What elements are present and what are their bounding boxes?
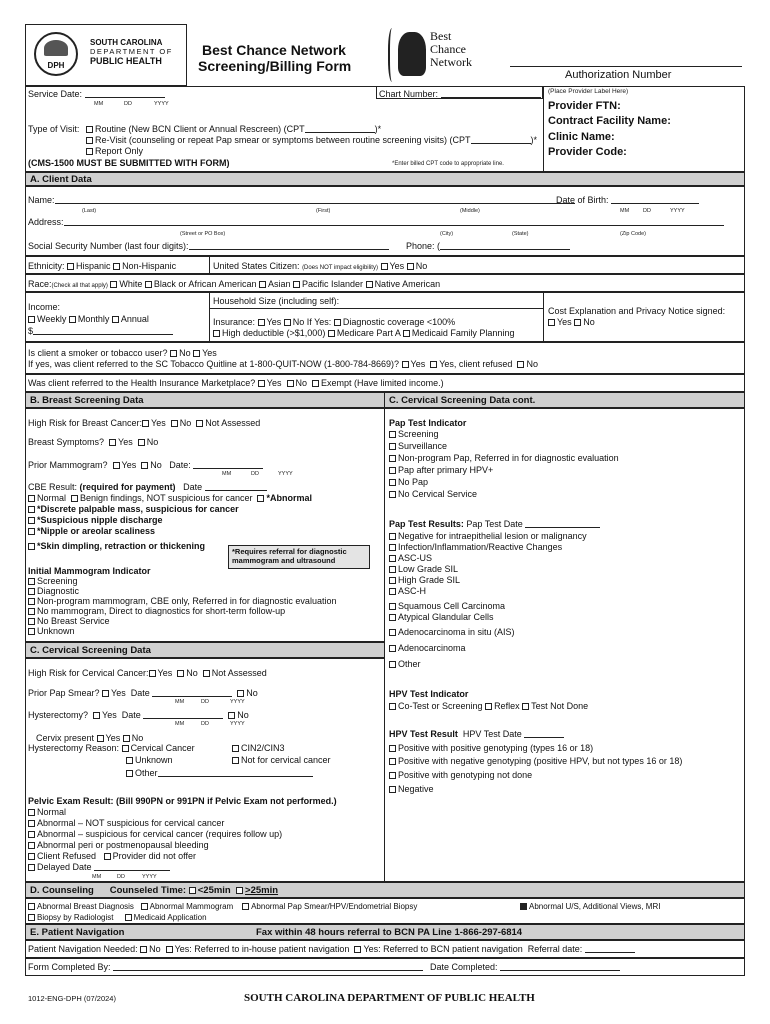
pap-asch: ASC-H [389,586,426,596]
smoker-row [25,342,745,374]
form-title-line1: Best Chance Network [202,42,346,58]
counsel-line1: Abnormal Breast Diagnosis Abnormal Mammogram Abnormal Pap Smear/HPV/Endometrial Biopsy [28,902,417,912]
reason-cin-checkbox[interactable] [232,745,239,752]
no-pap-checkbox[interactable] [389,479,396,486]
breast-risk-na-checkbox[interactable] [196,420,203,427]
pelvic-abnormal-not: Abnormal – NOT suspicious for cervical cancer [28,818,224,828]
report-only-option[interactable]: Report Only [86,146,143,156]
reason-cin: CIN2/CIN3 [232,743,285,753]
footer-agency: SOUTH CAROLINA DEPARTMENT OF PUBLIC HEALTH [244,992,535,1004]
cbe-nipple-scaliness: *Nipple or areolar scaliness [28,526,155,536]
agency-line3: PUBLIC HEALTH [90,56,162,66]
address-city: (City) [440,231,454,237]
pap-negative-checkbox[interactable] [389,533,396,540]
hpv-negative: Negative [389,784,434,794]
dph-seal-icon [34,32,78,76]
pacific-checkbox[interactable] [293,281,300,288]
hpv-pos-not-done: Positive with genotyping not done [389,770,532,780]
prior-pap: Prior Pap Smear? Yes Date No [28,688,258,698]
pap-hsil: High Grade SIL [389,575,460,585]
mammo-diagnostic-checkbox[interactable] [28,588,35,595]
marketplace-question: Was client referred to the Health Insurance Marketplace? Yes No Exempt (Have limited income.) [28,378,444,388]
reflex-checkbox[interactable] [485,703,492,710]
phone-field[interactable] [440,241,570,250]
smoker-question: Is client a smoker or tobacco user? No Yes [28,348,217,358]
service-date-mm: MM [94,101,104,107]
pap-adeno: Adenocarcinoma [389,643,466,653]
medicaid-fp-checkbox[interactable] [403,330,410,337]
hpv-not-done-checkbox[interactable] [522,703,529,710]
service-date-dd: DD [124,101,132,107]
hpv-indicator: HPV Test Indicator [389,689,469,699]
client-section-header: A. Client Data [25,172,745,186]
authorization-line[interactable] [510,66,742,67]
hyst-mm: MM [175,721,185,727]
dob-field[interactable] [611,195,699,204]
medicare-checkbox[interactable] [328,330,335,337]
address-field[interactable] [64,217,724,226]
pap-results: Pap Test Results: Pap Test Date [389,519,600,529]
pelvic-result: Pelvic Exam Result: (Bill 990PN or 991PN if Pelvic Exam not performed.) [28,796,337,806]
counsel-abn-us: Abnormal U/S, Additional Views, MRI [520,902,660,912]
breast-section-header: B. Breast Screening Data [25,392,385,408]
race-label: Race:(Check all that apply) White Black or African American Asian Pacific Islander Native American [28,279,441,289]
dob-mm: MM [620,208,630,214]
hpv-pos-geno: Positive with positive genotyping (types 16 or 18) [389,743,593,753]
mammo-unknown-checkbox[interactable] [28,628,35,635]
mammo-screening: Screening [28,576,78,586]
cotest-checkbox[interactable] [389,703,396,710]
pap-atypical: Atypical Glandular Cells [389,612,494,622]
pap-after-hpv-checkbox[interactable] [389,467,396,474]
hyst-dd: DD [201,721,209,727]
pelvic-not-offer-checkbox[interactable] [104,853,111,860]
bcn-logo-line1: Best [430,29,452,43]
citizen-yes-checkbox[interactable] [381,263,388,270]
smoker-yes-checkbox[interactable] [193,350,200,357]
routine-checkbox[interactable] [86,126,93,133]
symptoms-no-checkbox[interactable] [138,439,145,446]
mammo-yes-checkbox[interactable] [113,462,120,469]
dob-yyyy: YYYY [670,208,685,214]
initial-mammo-indicator: Initial Mammogram Indicator [28,566,151,576]
cervix-yes-checkbox[interactable] [97,735,104,742]
insurance-line2: High deductible (>$1,000) Medicare Part A Medicaid Family Planning [213,328,514,338]
pelvic-abn-peri-checkbox[interactable] [28,842,35,849]
mammo-no-checkbox[interactable] [141,462,148,469]
high-deductible-checkbox[interactable] [213,330,220,337]
mammo-unknown: Unknown [28,626,75,636]
household-divider [209,308,543,309]
adeno-checkbox[interactable] [389,645,396,652]
name-middle: (Middle) [460,208,480,214]
hpv-indicator-options: Co-Test or Screening Reflex Test Not Done [389,701,588,711]
address-zip: (Zip Code) [620,231,646,237]
hysterectomy: Hysterectomy? Yes Date No [28,710,249,720]
nipple-scaliness-checkbox[interactable] [28,528,35,535]
pelvic-refused: Client Refused Provider did not offer [28,851,196,861]
breast-high-risk: High Risk for Breast Cancer: Yes No Not Assessed [28,418,261,428]
type-of-visit-label: Type of Visit: [28,124,80,134]
reason-other-checkbox[interactable] [126,770,133,777]
skin-dimpling-checkbox[interactable] [28,543,35,550]
pap-squamous: Squamous Cell Carcinoma [389,601,505,611]
cervix-no-checkbox[interactable] [123,735,130,742]
quitline-question: If yes, was client referred to the SC Tobacco Quitline at 1-800-QUIT-NOW (1-800-784-8669)? Yes Yes, client refused No [28,359,538,369]
pap-other: Other [389,659,421,669]
diag-coverage-checkbox[interactable] [334,319,341,326]
breast-risk-yes-checkbox[interactable] [142,420,149,427]
cost-no-checkbox[interactable] [574,319,581,326]
counsel-line2: Biopsy by Radiologist Medicaid Application [28,913,207,923]
chart-number-field[interactable] [441,89,541,98]
mammo-date-field[interactable] [193,460,263,469]
pelvic-abnormal-susp: Abnormal – suspicious for cervical cancer (requires follow up) [28,829,282,839]
marketplace-exempt-checkbox[interactable] [312,380,319,387]
abn-pap-checkbox[interactable] [242,903,249,910]
revisit-option[interactable]: Re-Visit (counseling or repeat Pap smear or symptoms between routine screening visits) (CPT )* [86,135,537,145]
asch-checkbox[interactable] [389,588,396,595]
cervical-section-header: C. Cervical Screening Data [25,642,385,658]
pos-neg-geno-checkbox[interactable] [389,758,396,765]
marketplace-yes-checkbox[interactable] [258,380,265,387]
pap-infection-checkbox[interactable] [389,544,396,551]
provider-code: Provider Code: [548,146,627,158]
cbe-normal-checkbox[interactable] [28,495,35,502]
nav-inhouse-checkbox[interactable] [166,946,173,953]
pap-nonprogram-checkbox[interactable] [389,455,396,462]
cbe-normal-line: Normal Benign findings, NOT suspicious for cancer *Abnormal [28,493,312,503]
cervical-risk-na-checkbox[interactable] [203,670,210,677]
cervical-risk-yes-checkbox[interactable] [149,670,156,677]
pap-indicator: Pap Test Indicator [389,418,467,428]
pap-lsil: Low Grade SIL [389,564,458,574]
reason-not-cancer: Not for cervical cancer [232,755,331,765]
cbe-nipple-discharge: *Suspicious nipple discharge [28,515,163,525]
completed-by-field[interactable] [113,962,423,971]
hispanic-checkbox[interactable] [67,263,74,270]
black-checkbox[interactable] [145,281,152,288]
ssn-label: Social Security Number (last four digits): [28,241,389,251]
smoker-no-checkbox[interactable] [170,350,177,357]
cbe-discrete: *Discrete palpable mass, suspicious for cancer [28,504,239,514]
lt25-checkbox[interactable] [189,887,196,894]
citizen-no-checkbox[interactable] [407,263,414,270]
cervical-high-risk: High Risk for Cervical Cancer: Yes No Not Assessed [28,668,267,678]
pelvic-normal: Normal [28,807,66,817]
pap-dd: DD [201,699,209,705]
mammo-screening-checkbox[interactable] [28,578,35,585]
nav-no-checkbox[interactable] [140,946,147,953]
ais-checkbox[interactable] [389,629,396,636]
no-cervical-service: No Cervical Service [389,489,477,499]
hyst-date-field[interactable] [143,710,223,719]
prior-mammo: Prior Mammogram? Yes No Date: [28,460,263,470]
service-date-label: Service Date: [28,89,165,99]
hyst-yyyy: YYYY [230,721,245,727]
pap-date-field[interactable] [152,688,232,697]
income-divider [209,292,210,342]
pap-yes-checkbox[interactable] [102,690,109,697]
delayed-mm: MM [92,874,102,880]
service-date-yyyy: YYYY [154,101,169,107]
no-cervical-checkbox[interactable] [389,491,396,498]
abn-breast-dx-checkbox[interactable] [28,903,35,910]
pap-no-checkbox[interactable] [237,690,244,697]
name-first: (First) [316,208,331,214]
name-field[interactable] [55,195,575,204]
cbe-result: CBE Result: (required for payment) Date [28,482,267,492]
authorization-label: Authorization Number [565,69,672,81]
income-options: Weekly Monthly Annual [28,314,149,324]
pap-none: No Pap [389,477,428,487]
mammo-diagnostic: Diagnostic [28,586,79,596]
cbe-benign-checkbox[interactable] [71,495,78,502]
form-title-line2: Screening/Billing Form [198,58,352,74]
mammo-none: No mammogram, Direct to diagnostics for short-term follow-up [28,606,285,616]
pap-ais: Adenocarcinoma in situ (AIS) [389,627,515,637]
pap-after-hpv: Pap after primary HPV+ [389,465,493,475]
ref-date-field[interactable] [585,944,635,953]
form-code: 1012-ENG-DPH (07/2024) [28,994,116,1003]
mammo-dd: DD [251,471,259,477]
insurance-line1: Insurance: Yes No If Yes: Diagnostic coverage <100% [213,317,456,327]
pap-screening-checkbox[interactable] [389,431,396,438]
hpv-pos-neg-geno: Positive with negative genotyping (positive HPV, but not types 16 or 18) [389,756,682,766]
mammo-mm: MM [222,471,232,477]
counseling-section-header: D. Counseling Counseled Time: <25min >25min [25,882,745,898]
pelvic-abn-not-checkbox[interactable] [28,820,35,827]
pap-surveillance-checkbox[interactable] [389,443,396,450]
cbe-date-field[interactable] [205,482,267,491]
pap-yyyy: YYYY [230,699,245,705]
cervix-present: Cervix present Yes No [36,733,144,743]
mammo-yyyy: YYYY [278,471,293,477]
dob-label: Date of Birth: [556,195,699,205]
chart-number-label: Chart Number: [379,89,541,99]
dob-dd: DD [643,208,651,214]
reason-cancer-checkbox[interactable] [122,745,129,752]
breast-risk-no-checkbox[interactable] [171,420,178,427]
pap-other-checkbox[interactable] [389,661,396,668]
name-last: (Last) [82,208,97,214]
reason-other-field[interactable] [158,768,313,777]
pelvic-normal-checkbox[interactable] [28,809,35,816]
quitline-refused-checkbox[interactable] [430,361,437,368]
income-amount-field[interactable] [33,326,173,335]
pelvic-abnormal-peri: Abnormal peri or postmenopausal bleeding [28,840,209,850]
cervical-risk-no-checkbox[interactable] [177,670,184,677]
mammo-no-breast: No Breast Service [28,616,110,626]
quitline-no-checkbox[interactable] [517,361,524,368]
pap-negative: Negative for intraepithelial lesion or malignancy [389,531,587,541]
mammo-nonprogram-checkbox[interactable] [28,598,35,605]
income-label: Income: [28,302,61,312]
address-state: (State) [512,231,529,237]
mammo-nonprogram: Non-program mammogram, CBE only, Referred in for diagnostic evaluation [28,596,336,606]
delayed-yyyy: YYYY [142,874,157,880]
bcn-logo-line3: Network [430,55,472,69]
pelvic-delayed: Delayed Date [28,862,170,872]
service-date-field[interactable] [85,89,165,98]
revisit-checkbox[interactable] [86,137,93,144]
pap-test-date-field[interactable] [525,519,600,528]
ethnicity-divider [209,256,210,274]
cost-divider [543,292,544,342]
monthly-checkbox[interactable] [69,316,76,323]
delayed-dd: DD [117,874,125,880]
date-completed: Date Completed: [430,962,620,972]
referral-note: *Requires referral for diagnostic mammogram and ultrasound [228,545,370,569]
pap-ascus: ASC-US [389,553,432,563]
hyst-yes-checkbox[interactable] [93,712,100,719]
agency-line2: DEPARTMENT OF [90,47,173,56]
reason-other: Other [126,768,313,778]
annual-checkbox[interactable] [112,316,119,323]
ethnicity-label: Ethnicity: Hispanic Non-Hispanic [28,261,177,271]
agency-line1: SOUTH CAROLINA [90,38,163,47]
address-label: Address: [28,217,724,227]
reason-unknown: Unknown [126,755,173,765]
cervical-cont-section-header: C. Cervical Screening Data cont. [384,392,745,408]
clinic-name: Clinic Name: [548,131,615,143]
nipple-discharge-checkbox[interactable] [28,517,35,524]
marketplace-no-checkbox[interactable] [287,380,294,387]
hyst-reason: Hysterectomy Reason: Cervical Cancer [28,743,195,753]
cbe-abnormal-checkbox[interactable] [257,495,264,502]
native-checkbox[interactable] [366,281,373,288]
date-completed-field[interactable] [500,962,620,971]
pelvic-delayed-checkbox[interactable] [28,864,35,871]
cpt-footnote: *Enter billed CPT code to appropriate line. [392,161,504,167]
cms-notice: (CMS-1500 MUST BE SUBMITTED WITH FORM) [28,158,230,168]
hsil-checkbox[interactable] [389,577,396,584]
abn-us-checkbox[interactable] [520,903,527,910]
non-hispanic-checkbox[interactable] [113,263,120,270]
asian-checkbox[interactable] [259,281,266,288]
breast-symptoms: Breast Symptoms? Yes No [28,437,159,447]
hyst-no-checkbox[interactable] [228,712,235,719]
navigation-section-header: E. Patient Navigation Fax within 48 hours referral to BCN PA Line 1-866-297-6814 [25,924,745,940]
atypical-checkbox[interactable] [389,614,396,621]
biopsy-checkbox[interactable] [28,914,35,921]
discrete-checkbox[interactable] [28,506,35,513]
cbe-skin-dimpling: *Skin dimpling, retraction or thickening [28,541,205,551]
ssn-field[interactable] [189,241,389,250]
address-street: (Street or PO Box) [180,231,226,237]
pap-screening: Screening [389,429,439,439]
bcn-logo-line2: Chance [430,42,466,56]
phone-label: Phone: ( [406,241,570,251]
routine-option[interactable]: Routine (New BCN Client or Annual Rescreen) (CPT )* [86,124,381,134]
household-label: Household Size (including self): [213,296,340,306]
contract-facility: Contract Facility Name: [548,115,671,127]
pap-surveillance: Surveillance [389,441,447,451]
mammo-none-checkbox[interactable] [28,608,35,615]
seal-text: DPH [47,61,65,70]
nav-bcn-checkbox[interactable] [354,946,361,953]
quitline-yes-checkbox[interactable] [402,361,409,368]
provider-ftn: Provider FTN: [548,100,621,112]
ascus-checkbox[interactable] [389,555,396,562]
pap-infection: Infection/Inflammation/Reactive Changes [389,542,562,552]
squamous-checkbox[interactable] [389,603,396,610]
reason-not-cancer-checkbox[interactable] [232,757,239,764]
income-amount: $ [28,326,173,336]
hpv-date-field[interactable] [524,729,564,738]
cost-options: Yes No [548,317,595,327]
weekly-checkbox[interactable] [28,316,35,323]
delayed-date-field[interactable] [94,862,170,871]
cost-explanation: Cost Explanation and Privacy Notice signed: [548,306,726,316]
no-breast-checkbox[interactable] [28,618,35,625]
report-only-checkbox[interactable] [86,148,93,155]
pos-not-done-checkbox[interactable] [389,772,396,779]
citizen-label: United States Citizen: (Does NOT impact eligibility) Yes No [213,261,428,271]
form-completed-by: Form Completed By: [28,962,423,972]
insurance-no-checkbox[interactable] [284,319,291,326]
pap-mm: MM [175,699,185,705]
reason-unknown-checkbox[interactable] [126,757,133,764]
pelvic-refused-checkbox[interactable] [28,853,35,860]
medicaid-app-checkbox[interactable] [125,914,132,921]
provider-label-here: (Place Provider Label Here) [548,88,629,95]
white-checkbox[interactable] [110,281,117,288]
provider-divider [543,86,544,172]
pos-geno-checkbox[interactable] [389,745,396,752]
cost-yes-checkbox[interactable] [548,319,555,326]
symptoms-yes-checkbox[interactable] [109,439,116,446]
name-label: Name: [28,195,575,205]
pelvic-abn-susp-checkbox[interactable] [28,831,35,838]
abn-mammo-checkbox[interactable] [141,903,148,910]
hpv-negative-checkbox[interactable] [389,786,396,793]
navigation-needed: Patient Navigation Needed: No Yes: Referred to in-house patient navigation Yes: Referred to BCN patient navigation Referral date: [28,944,635,954]
lsil-checkbox[interactable] [389,566,396,573]
pap-nonprogram: Non-program Pap, Referred in for diagnostic evaluation [389,453,619,463]
insurance-yes-checkbox[interactable] [258,319,265,326]
bcn-logo-icon [386,26,496,84]
hpv-result: HPV Test Result HPV Test Date [389,729,564,739]
ge25-checkbox[interactable] [236,887,243,894]
